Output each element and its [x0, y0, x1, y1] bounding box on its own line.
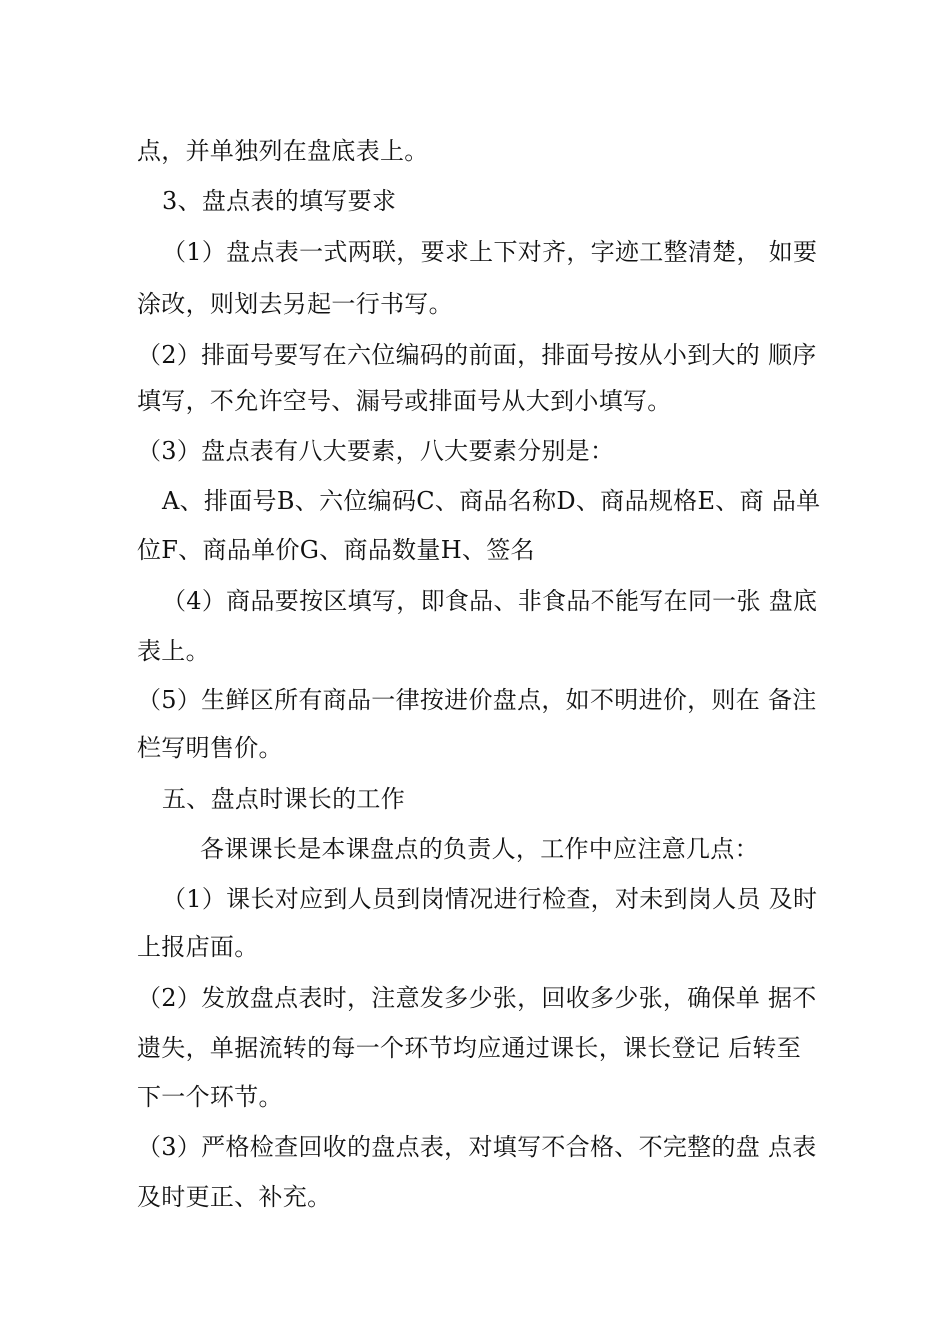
text-line: 表上。 — [137, 637, 210, 665]
text-line: 遗失，单据流转的每一个环节均应通过课长，课长登记 后转至 — [137, 1034, 802, 1062]
text-line: （1）课长对应到人员到岗情况进行检查，对未到岗人员 及时 — [162, 885, 818, 913]
text-line: 点，并单独列在盘底表上。 — [137, 137, 429, 165]
text-line: （3）盘点表有八大要素，八大要素分别是： — [137, 437, 615, 465]
text-line: 及时更正、补充。 — [137, 1183, 332, 1211]
text-line: 涂改，则划去另起一行书写。 — [137, 290, 453, 318]
text-line: 上报店面。 — [137, 933, 259, 961]
text-line: 填写，不允许空号、漏号或排面号从大到小填写。 — [137, 387, 672, 415]
text-line: 下一个环节。 — [137, 1083, 283, 1111]
section-heading: 五、盘点时课长的工作 — [162, 785, 405, 813]
text-line: A、排面号B、六位编码C、商品名称D、商品规格E、商 品单 — [162, 487, 821, 515]
text-line: （1）盘点表一式两联，要求上下对齐，字迹工整清楚， 如要 — [162, 238, 818, 266]
text-line: 各课课长是本课盘点的负责人，工作中应注意几点： — [200, 835, 759, 863]
text-line: 栏写明售价。 — [137, 734, 283, 762]
text-line: （5）生鲜区所有商品一律按进价盘点，如不明进价，则在 备注 — [137, 686, 817, 714]
text-line: （2）发放盘点表时，注意发多少张，回收多少张，确保单 据不 — [137, 984, 817, 1012]
section-heading: 3、盘点表的填写要求 — [162, 187, 397, 215]
text-line: （2）排面号要写在六位编码的前面，排面号按从小到大的 顺序 — [137, 341, 817, 369]
text-line: （4）商品要按区填写，即食品、非食品不能写在同一张 盘底 — [162, 587, 818, 615]
text-line: （3）严格检查回收的盘点表，对填写不合格、不完整的盘 点表 — [137, 1133, 817, 1161]
text-line: 位F、商品单价G、商品数量H、签名 — [137, 536, 535, 564]
